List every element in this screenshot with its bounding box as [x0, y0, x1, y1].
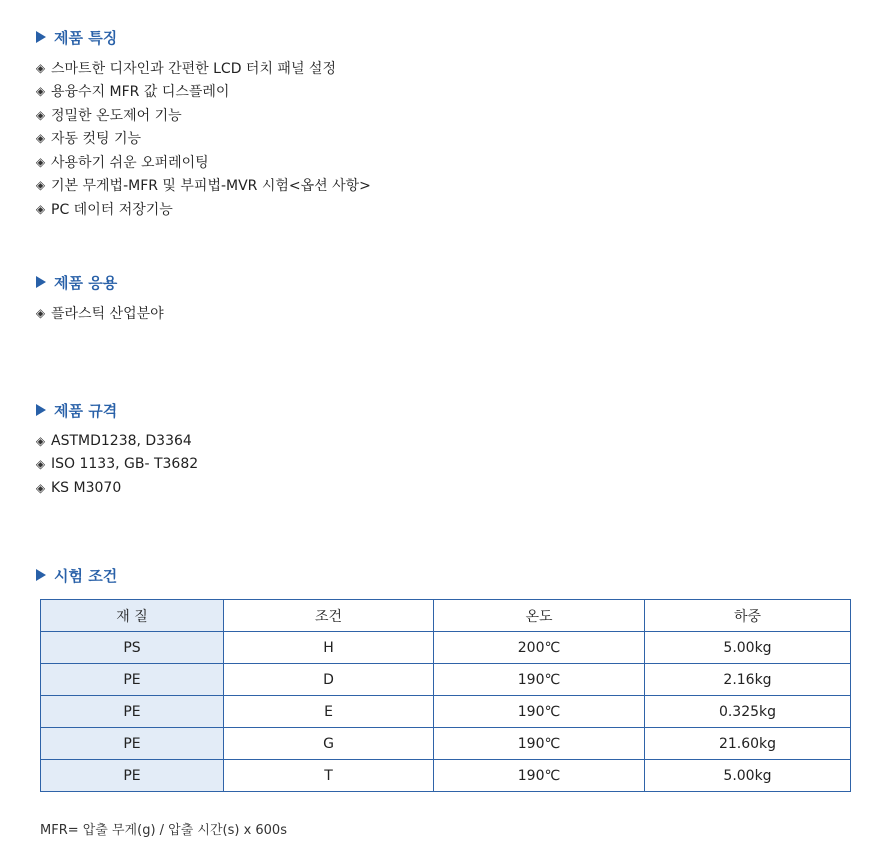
cell-load: 2.16kg [645, 664, 851, 696]
diamond-bullet-icon: ◈ [35, 107, 46, 122]
cell-condition: D [224, 664, 434, 696]
test-conditions-title: 시험 조건 [34, 564, 117, 586]
cell-condition: G [224, 728, 434, 760]
standards-section [34, 399, 198, 500]
applications-section [34, 271, 164, 325]
cell-material: PS [41, 632, 224, 664]
diamond-bullet-icon: ◈ [35, 457, 46, 472]
cell-material: PE [41, 728, 224, 760]
table-row [41, 760, 851, 792]
diamond-bullet-icon: ◈ [35, 131, 46, 146]
triangle-right-icon [36, 404, 46, 416]
triangle-right-icon [36, 31, 46, 43]
header-material: 재 질 [41, 600, 224, 632]
cell-load: 21.60kg [645, 728, 851, 760]
diamond-bullet-icon: ◈ [35, 84, 46, 99]
table-row [41, 632, 851, 664]
list-item: ◈ KS M3070 [35, 479, 122, 496]
list-item: ◈ ISO 1133, GB- T3682 [35, 456, 199, 473]
applications-title: 제품 응용 [34, 271, 164, 293]
list-item: ◈ 자동 컷팅 기능 [35, 131, 142, 148]
diamond-bullet-icon: ◈ [35, 433, 46, 448]
test-conditions-section [34, 564, 117, 586]
list-item: ◈ PC 데이터 저장기능 [35, 201, 173, 218]
cell-load: 5.00kg [645, 760, 851, 792]
table-row [41, 696, 851, 728]
diamond-bullet-icon: ◈ [35, 60, 46, 75]
list-item: ◈ 용융수지 MFR 값 디스플레이 [35, 84, 230, 101]
diamond-bullet-icon: ◈ [35, 178, 46, 193]
header-temperature: 온도 [434, 600, 645, 632]
header-load: 하중 [645, 600, 851, 632]
list-item: ◈ 스마트한 디자인과 간편한 LCD 터치 패널 설정 [35, 60, 336, 77]
list-item: ◈ 플라스틱 산업분야 [35, 305, 164, 322]
mfr-formula-note: MFR= 압출 무게(g) / 압출 시간(s) x 600s [40, 823, 287, 838]
diamond-bullet-icon: ◈ [35, 154, 46, 169]
cell-load: 5.00kg [645, 632, 851, 664]
triangle-right-icon [36, 569, 46, 581]
table-header-row [41, 600, 851, 632]
list-item: ◈ 정밀한 온도제어 기능 [35, 107, 182, 124]
cell-condition: E [224, 696, 434, 728]
cell-temperature: 190℃ [434, 696, 645, 728]
cell-temperature: 190℃ [434, 728, 645, 760]
test-conditions-table [40, 599, 851, 792]
table-row [41, 728, 851, 760]
diamond-bullet-icon: ◈ [35, 201, 46, 216]
table-row [41, 664, 851, 696]
list-item: ◈ 기본 무게법-MFR 및 부피법-MVR 시험<옵션 사항> [35, 178, 371, 195]
list-item: ◈ ASTMD1238, D3364 [35, 432, 192, 449]
diamond-bullet-icon: ◈ [35, 305, 46, 320]
cell-temperature: 190℃ [434, 760, 645, 792]
cell-material: PE [41, 696, 224, 728]
list-item: ◈ 사용하기 쉬운 오퍼레이팅 [35, 154, 209, 171]
features-section [34, 26, 371, 221]
features-title: 제품 특징 [34, 26, 371, 48]
standards-title: 제품 규격 [34, 399, 198, 421]
triangle-right-icon [36, 276, 46, 288]
cell-load: 0.325kg [645, 696, 851, 728]
cell-material: PE [41, 664, 224, 696]
cell-temperature: 190℃ [434, 664, 645, 696]
cell-condition: T [224, 760, 434, 792]
header-condition: 조건 [224, 600, 434, 632]
cell-temperature: 200℃ [434, 632, 645, 664]
cell-material: PE [41, 760, 224, 792]
cell-condition: H [224, 632, 434, 664]
diamond-bullet-icon: ◈ [35, 480, 46, 495]
